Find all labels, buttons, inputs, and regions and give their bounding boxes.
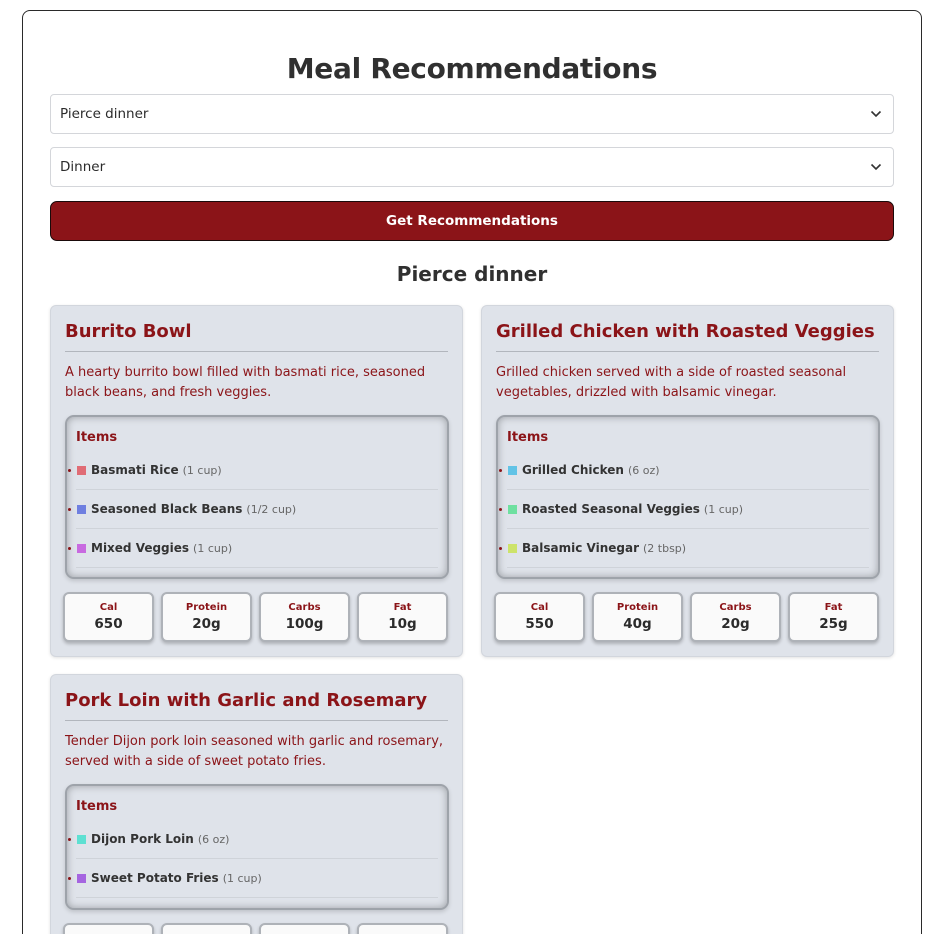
macro-protein: [592, 592, 683, 642]
macro-calories: [494, 592, 585, 642]
item-name: Balsamic Vinegar: [522, 541, 639, 555]
macro-label: Cal: [99, 602, 118, 613]
bullet-icon: [68, 838, 71, 841]
plan-select[interactable]: [50, 94, 894, 134]
macro-row: [494, 592, 879, 642]
meal-card: [50, 674, 463, 934]
macro-value: 20g: [192, 616, 221, 632]
macro-carbs: [259, 592, 350, 642]
items-box: [65, 415, 449, 579]
bullet-icon: [499, 469, 502, 472]
list-item: [507, 451, 869, 490]
color-swatch: [508, 505, 517, 514]
item-quantity: (1 cup): [182, 463, 222, 477]
item-name: Mixed Veggies: [91, 541, 190, 555]
item-name: Sweet Potato Fries: [91, 871, 219, 885]
item-name: Basmati Rice: [91, 463, 179, 477]
macro-value: 40g: [623, 616, 652, 632]
macro-fat: [788, 592, 879, 642]
macro-row: [63, 923, 448, 934]
macro-protein: [161, 592, 252, 642]
divider: [496, 351, 879, 352]
item-quantity: (2 tbsp): [642, 541, 687, 555]
meal-recommendations-panel: [22, 10, 922, 934]
bullet-icon: [499, 508, 502, 511]
list-item: [76, 859, 438, 898]
meal-description: Tender Dijon pork loin seasoned with garlic and rosemary, served with a side of sweet potato fries.: [65, 734, 444, 769]
item-quantity: (1/2 cup): [246, 502, 297, 516]
macro-calories: [63, 923, 154, 934]
bullet-icon: [499, 547, 502, 550]
macro-row: [63, 592, 448, 642]
bullet-icon: [68, 547, 71, 550]
macro-fat: [357, 592, 448, 642]
color-swatch: [77, 505, 86, 514]
item-quantity: (1 cup): [222, 871, 262, 885]
macro-value: 650: [94, 616, 123, 632]
meal-description: A hearty burrito bowl filled with basmati rice, seasoned black beans, and fresh veggies.: [65, 365, 426, 400]
item-quantity: (6 oz): [627, 463, 660, 477]
items-heading: Items: [76, 430, 118, 445]
color-swatch: [508, 466, 517, 475]
chevron-down-icon: [868, 106, 884, 122]
macro-label: Protein: [616, 602, 659, 613]
macro-label: Fat: [393, 602, 412, 613]
macro-value: 20g: [721, 616, 750, 632]
macro-label: Carbs: [288, 602, 321, 613]
meal-name: Burrito Bowl: [65, 321, 192, 342]
color-swatch: [77, 544, 86, 553]
list-item: [76, 529, 438, 568]
divider: [65, 720, 448, 721]
list-item: [76, 490, 438, 529]
meal-type-select[interactable]: [50, 147, 894, 187]
color-swatch: [77, 466, 86, 475]
meal-description: Grilled chicken served with a side of roasted seasonal vegetables, drizzled with balsamic vinegar.: [496, 365, 847, 400]
item-name: Roasted Seasonal Veggies: [522, 502, 700, 516]
item-quantity: (6 oz): [197, 832, 230, 846]
list-item: [507, 529, 869, 568]
plan-select-value: Pierce dinner: [60, 106, 149, 122]
list-item: [76, 820, 438, 859]
item-quantity: (1 cup): [703, 502, 744, 516]
bullet-icon: [68, 877, 71, 880]
color-swatch: [77, 874, 86, 883]
macro-label: Carbs: [719, 602, 752, 613]
macro-value: 100g: [285, 616, 324, 632]
item-name: Dijon Pork Loin: [91, 832, 194, 846]
macro-protein: [161, 923, 252, 934]
get-recommendations-button[interactable]: Get Recommendations: [50, 201, 894, 241]
item-name: Grilled Chicken: [522, 463, 624, 477]
list-item: [76, 451, 438, 490]
list-item: [507, 490, 869, 529]
meal-card: [481, 305, 894, 657]
meal-card: [50, 305, 463, 657]
bullet-icon: [68, 508, 71, 511]
results-heading: Pierce dinner: [396, 262, 548, 286]
item-quantity: (1 cup): [193, 541, 233, 555]
meal-type-select-value: Dinner: [60, 159, 106, 175]
macro-value: 10g: [388, 616, 417, 632]
macro-value: 550: [525, 616, 554, 632]
macro-calories: [63, 592, 154, 642]
macro-fat: [357, 923, 448, 934]
chevron-down-icon: [868, 159, 884, 175]
divider: [65, 351, 448, 352]
macro-carbs: [259, 923, 350, 934]
macro-label: Fat: [824, 602, 843, 613]
meal-name: Grilled Chicken with Roasted Veggies: [496, 321, 875, 342]
bullet-icon: [68, 469, 71, 472]
items-box: [65, 784, 449, 910]
items-heading: Items: [507, 430, 549, 445]
color-swatch: [508, 544, 517, 553]
page-title: Meal Recommendations: [286, 52, 658, 85]
macro-label: Protein: [185, 602, 228, 613]
macro-value: 25g: [819, 616, 848, 632]
item-name: Seasoned Black Beans: [91, 502, 243, 516]
items-box: [496, 415, 880, 579]
color-swatch: [77, 835, 86, 844]
macro-label: Cal: [530, 602, 549, 613]
meal-name: Pork Loin with Garlic and Rosemary: [65, 690, 428, 711]
items-heading: Items: [76, 799, 118, 814]
macro-carbs: [690, 592, 781, 642]
